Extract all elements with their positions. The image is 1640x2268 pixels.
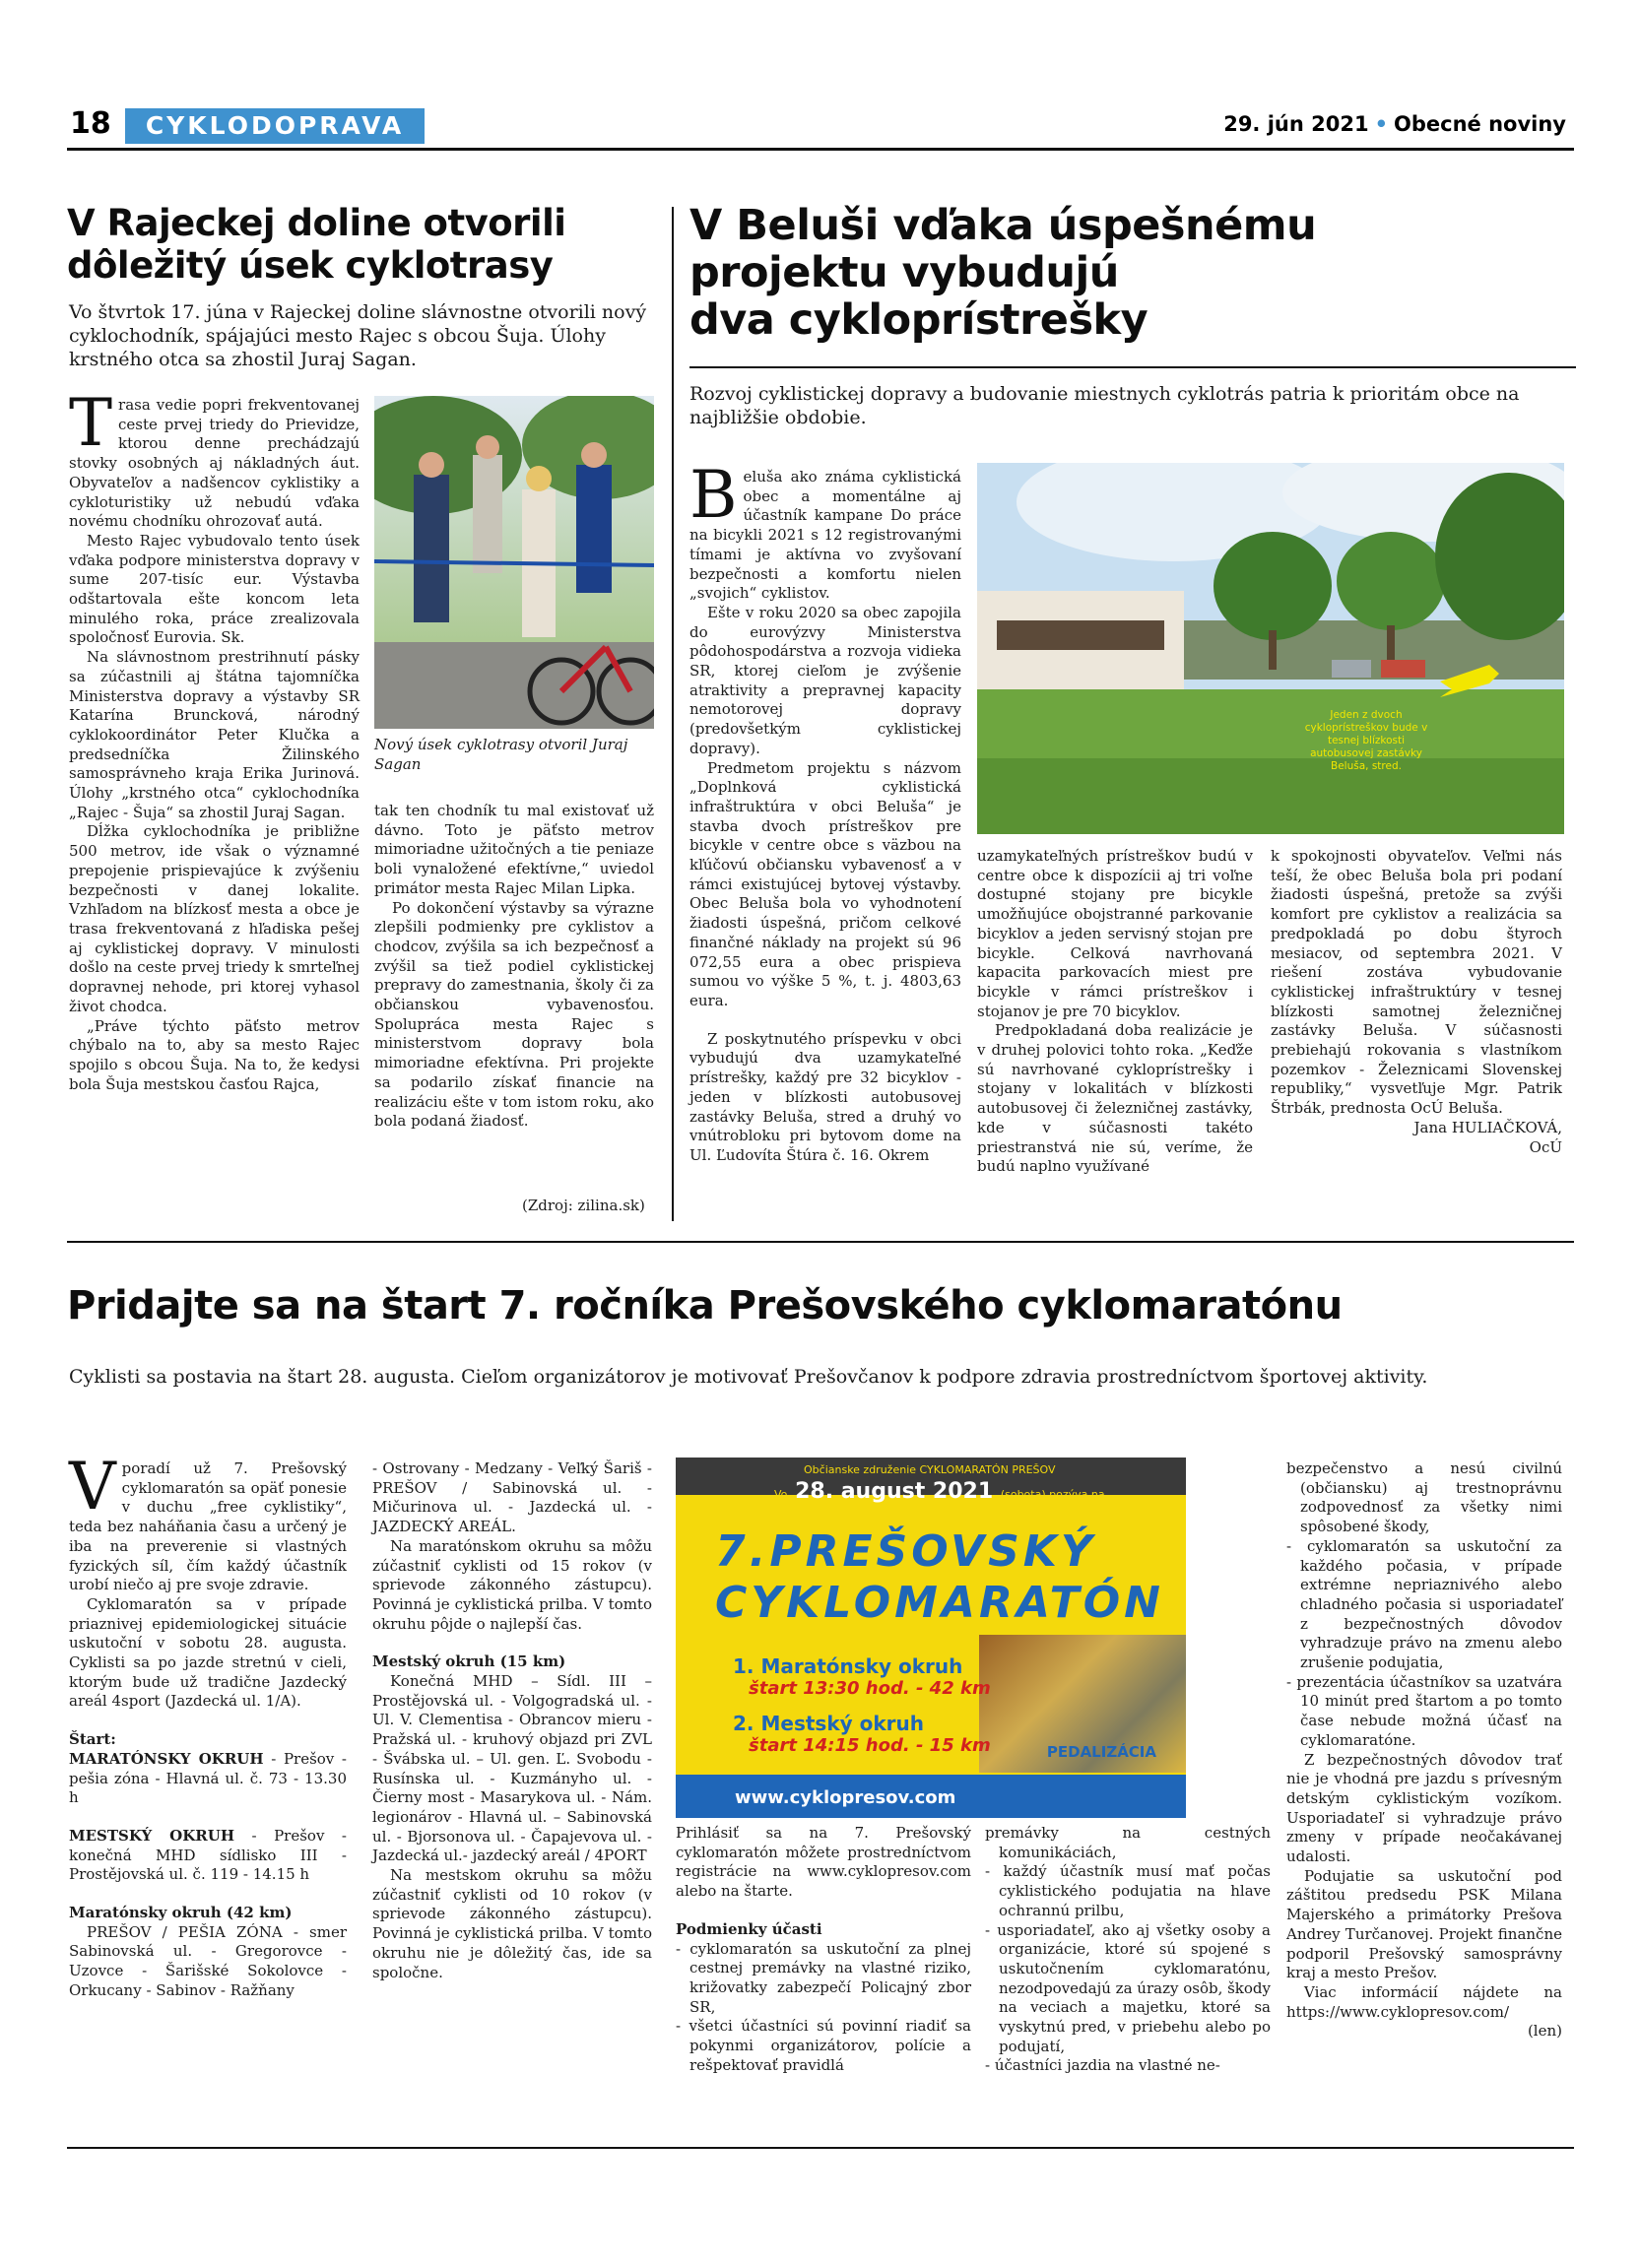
poster-title-line1: 7.PREŠOVSKÝ <box>715 1526 1096 1577</box>
photo-caption: Nový úsek cyklotrasy otvoril Juraj Sagan <box>374 736 628 773</box>
issue-info <box>1223 112 1566 136</box>
conditions-list-final: bezpečenstvo a nesú civilnú (občiansku) aj trestnoprávnu zodpovednosť za všetky nimi spôsobené škody, - cyklomaratón sa uskutoční za každého počasia, v prípade extrémne nepriaznivého alebo chladného počasia si usporiadateľ z bezpečnostných dôvodov vyhradzuje právo na zmenu alebo zrušenie podujatia, - prezentácia účastníkov sa uzatvára 10 minút pred štartom a po tomto čase nebude možná účasť na cyklomaratóne. <box>1286 1459 1562 1749</box>
article2-lead: Rozvoj cyklistickej dopravy a budovanie miestnych cyklotrás patria k prioritám obce na najbližšie obdobie. <box>689 383 1520 428</box>
poster-brand: PEDALIZÁCIA <box>1046 1743 1156 1761</box>
shelter-site-photo <box>977 463 1564 834</box>
poster-date: Vo 28. august 2021 (sobota) pozýva na <box>774 1479 1105 1504</box>
poster-organizer: Občianske združenie CYKLOMARATÓN PREŠOV <box>804 1463 1056 1476</box>
article3-title: Pridajte sa na štart 7. ročníka Prešovského cyklomaratónu <box>67 1283 1343 1328</box>
article2-column-2: uzamykateľných prístreškov budú v centre obce k dispozícii aj tri voľne dostupné stojany pre bicykle umožňujúce obojstranné parkovanie bicyklov a jeden servisný stojan pre bicykle. Celková navrhovaná kapacita parkovacích miest pre bicykle v rámci prístreškov i stojanov je pre 70 bicyklov. Predpokladaná doba realizácie je v druhej polovici tohto roka. „Keďže sú navrhované cykloprístrešky i stojany v lokalitách v blízkosti autobusovej či železničnej zastávky, kde v súčasnosti takéto priestranstvá nie sú, veríme, že budú naplno využívané <box>977 847 1253 1176</box>
poster-route-marathon: 1. Maratónsky okruh štart 13:30 hod. - 42 km <box>733 1654 991 1699</box>
article1-title: V Rajeckej doline otvorili dôležitý úsek cyklotrasy <box>67 202 566 287</box>
poster-route-city: 2. Mestský okruh štart 14:15 hod. - 15 km <box>733 1712 991 1756</box>
conditions-list: - cyklomaratón sa uskutoční za plnej cestnej premávky na vlastné riziko, križovatky zabezpečí Policajný zbor SR, - všetci účastníci sú povinní riadiť sa pokynmi organizátorov, polície a rešpektovať pravidlá <box>676 1939 971 2074</box>
photo-overlay-note: Jeden z dvoch cykloprístreškov bude v tesnej blízkosti autobusovej zastávky Beluša, stred. <box>1304 709 1428 772</box>
article3-column-1: Vporadí už 7. Prešovský cyklomaratón sa opäť ponesie v duchu „free cyklistiky“, teda bez naháňania času a určený je iba na preverenie si vlastných fyzických síl, čím každý účastník urobí niečo aj pre svoje zdravie. Cyklomaratón sa v prípade priaznivej epidemiologickej situácie uskutoční v sobotu 28. augusta. Cyklisti sa po jazde stretnú v cieli, ktorým bude už tradične Jazdecký areál 4sport (Jazdecká ul. 1/A). Štart: MARATÓNSKY OKRUH - Prešov - pešia zóna - Hlavná ul. č. 73 - 13.30 h MESTSKÝ OKRUH - Prešov - konečná MHD sídlisko III - Prostějovská ul. č. 119 - 14.15 h Maratónsky okruh (42 km) PREŠOV / PEŠIA ZÓNA - smer Sabinovská ul. - Gregorovce - Uzovce - Šarišské Sokolovce - Orkucany - Sabinov - Ražňany <box>69 1449 347 1999</box>
article2-rule <box>689 366 1576 368</box>
ribbon-cutting-photo <box>374 396 654 729</box>
article1-column-2: tak ten chodník tu mal existovať už dávno. Toto je päťsto metrov mimoriadne užitočných a tie peniaze boli vynaložené efektívne,“ uviedol primátor mesta Rajec Milan Lipka. Po dokončení výstavby sa výrazne zlepšili podmienky pre cyklistov a chodcov, zvýšila sa ich bezpečnosť a zvýšil sa tiež podiel cyklistickej prepravy do zamestnania, školy či za občianskou vybavenosťou. Spolupráca mesta Rajec s ministerstvom dopravy bola mimoriadne efektívna. Pri projekte sa podarilo získať financie na realizáciu ešte v tom istom roku, ako bola podaná žiadosť. <box>374 802 654 1131</box>
conditions-list-continued: premávky na cestných komunikáciách, - každý účastník musí mať počas cyklistického podujatia na hlave ochrannú prilbu, - usporiadateľ, ako aj všetky osoby a organizácie, ktoré sú spojené s uskutočnením cyklomaratónu, nezodpovedajú za úrazy osôb, škody na veciach a majetku, ktoré sa vyskytnú pred, v priebehu alebo po podujatí, - účastníci jazdia na vlastné ne- <box>985 1824 1272 2075</box>
article3-column-2: - Ostrovany - Medzany - Veľký Šariš - PREŠOV / Sabinovská ul. - Mičurinova ul. - Jazdecká ul. - JAZDECKÝ AREÁL. Na maratónskom okruhu sa môžu zúčastniť cyklisti od 15 rokov (v sprievode zákonného zástupcu). Povinná je cyklistická prilba. V tomto okruhu pôjde o najlepší čas. Mestský okruh (15 km) Konečná MHD – Sídl. III – Prostějovská ul. - Volgogradská ul. - Ul. V. Clementisa - Obrancov mieru - Pražská ul. - kruhový objazd pri ZVL - Švábska ul. – Ul. gen. Ľ. Svobodu - Rusínska ul. - Kuzmányho ul. - Čierny most - Masarykova ul. - Nám. legionárov - Hlavná ul. – Sabinovská ul. - Bjorsonova ul. - Čapajevova ul. - Jazdecká ul.- jazdecký areál / 4PORT Na mestskom okruhu sa môžu zúčastniť cyklisti od 10 rokov (v sprievode zákonného zástupcu). Povinná je cyklistická prilba. V tomto okruhu nie je dôležitý čas, ide sa spoločne. <box>372 1459 652 1981</box>
article3-dropcap: V <box>69 1449 116 1524</box>
article2-column-1: Beluša ako známa cyklistická obec a momentálne aj účastník kampane Do práce na bicykli 2021 s 12 registrovanými tímami je aktívna vo zvyšovaní bezpečnosti a komfortu nielen „svojich“ cyklistov. Ešte v roku 2020 sa obec zapojila do eurovýzvy Ministerstva pôdohospodárstva a rozvoja vidieka SR, ktorej cieľom je zvýšenie atraktivity a prepravnej kapacity nemotorovej dopravy (predovšetkým cyklistickej dopravy). Predmetom projektu s názvom „Doplnková cyklistická infraštruktúra v obci Beluša“ je stavba dvoch prístreškov pre bicykle v centre obce s väzbou na kľúčovú občiansku vybavenosť a v rámci existujúcej bytovej výstavby. Obec Beluša bola vo vyhodnotení žiadosti úspešná, pričom celkové finančné náklady na projekt sú 96 072,55 eura a obec prispieva sumou vo výške 5 %, t. j. 4803,63 eura. Z poskytnutého príspevku v obci vybudujú dva uzamykateľné prístrešky, každý pre 32 bicyklov - jeden v blízkosti autobusovej zastávky Beluša, stred a druhý vo vnútrobloku pri bytovom dome na Ul. Ľudovíta Štúra č. 16. Okrem <box>689 457 961 1164</box>
section-label: CYKLODOPRAVA <box>125 108 425 144</box>
column-divider <box>672 207 674 1221</box>
article3-column-5: bezpečenstvo a nesú civilnú (občiansku) aj trestnoprávnu zodpovednosť za všetky nimi spôsobené škody, - cyklomaratón sa uskutoční za každého počasia, v prípade extrémne nepriaznivého alebo chladného počasia si usporiadateľ z bezpečnostných dôvodov vyhradzuje právo na zmenu alebo zrušenie podujatia, - prezentácia účastníkov sa uzatvára 10 minút pred štartom a po tomto čase nebude možná účasť na cyklomaratóne. Z bezpečnostných dôvodov trať nie je vhodná pre jazdu s prívesným detským cyklistickým vozíkom. Usporiadateľ si vyhradzuje právo zmeny v prípade neočakávanej udalosti. Podujatie sa uskutoční pod záštitou predsedu PSK Milana Majerského a primátorky Prešova Andrey Turčanovej. Projekt finančne podporil Prešovský samosprávny kraj a mesto Prešov. Viac informácií nájdete na https://www.cyklopresov.com/ (len) <box>1286 1459 1562 2041</box>
ribbon-cutting-image <box>374 396 654 729</box>
article3-lead: Cyklisti sa postavia na štart 28. augusta. Cieľom organizátorov je motivovať Prešovčanov k podpore zdravia prostredníctvom športovej aktivity. <box>69 1366 1428 1388</box>
article2-title: V Beluši vďaka úspešnému projektu vybudujú dva cykloprístrešky <box>689 201 1317 345</box>
article3-signature: (len) <box>1527 2022 1562 2041</box>
separator-dot: • <box>1374 112 1389 136</box>
article2-author: Jana HULIAČKOVÁ, <box>1413 1118 1562 1136</box>
page-number: 18 <box>70 106 111 141</box>
poster-title-line2: CYKLOMARATÓN <box>715 1578 1164 1628</box>
issue-date: 29. jún 2021 <box>1223 112 1369 136</box>
article2-author-org: OcÚ <box>1529 1137 1562 1156</box>
cyclomarathon-poster <box>676 1458 1186 1818</box>
paper-name: Obecné noviny <box>1394 112 1566 136</box>
article1-lead: Vo štvrtok 17. júna v Rajeckej doline slávnostne otvorili nový cyklochodník, spájajúci mesto Rajec s obcou Šuja. Úlohy krstného otca sa zhostil Juraj Sagan. <box>69 301 647 370</box>
poster-bottom-bar <box>676 1775 1186 1818</box>
section-rule <box>67 1241 1574 1243</box>
article1-dropcap: T <box>69 385 113 461</box>
article1-column-1: Trasa vedie popri frekventovanej ceste prvej triedy do Prievidze, ktorou denne prechádzajú stovky osobných aj nákladných áut. Obyvateľov a nadšencov cyklistiky a cykloturistiky už nebudú vďaka novému chodníku ohrozovať autá. Mesto Rajec vybudovalo tento úsek vďaka podpore ministerstva dopravy v sume 207-tisíc eur. Výstavba odštartovala ešte koncom leta minulého roka, práce zrealizovala spoločnosť Eurovia. Sk. Na slávnostnom prestrihnutí pásky sa zúčastnili aj štátna tajomníčka Ministerstva dopravy a výstavby SR Katarína Bruncková, národný cyklokoordinátor Peter Klučka a predsedníčka Žilinského samosprávneho kraja Erika Jurinová. Úlohy „krstného otca“ cyklochodníka „Rajec - Šuja“ sa zhostil Juraj Sagan. Dĺžka cyklochodníka je približne 500 metrov, ide však o významné prepojenie prispievajúce k zvýšeniu bezpečnosti v danej lokalite. Vzhľadom na blízkosť mesta a obce je trasa frekventovaná z hľadiska pešej aj cyklistickej dopravy. V minulosti došlo na ceste prvej triedy k smrteľnej dopravnej nehode, pri ktorej vyhasol život chodca. „Práve týchto päťsto metrov chýbalo na to, aby sa mesto Rajec spojilo s obcou Šuja. Na to, že kedysi bola Šuja mestskou časťou Rajca, <box>69 385 360 1093</box>
poster-website: www.cyklopresov.com <box>735 1787 956 1808</box>
article2-column-3: k spokojnosti obyvateľov. Veľmi nás teší, že obec Beluša bola pri podaní žiadosti úspešná, pretože sa zvýši komfort pre cyklistov a realizácia sa predpokladá po dobu štyroch mesiacov, od septembra 2021. V riešení zostáva vybudovanie cyklistickej infraštruktúry v tesnej blízkosti samotnej železničnej zastávky Beluša. V súčasnosti prebiehajú rokovania s vlastníkom pozemkov - Železnicami Slovenskej republiky,“ vysvetľuje Mgr. Patrik Štrbák, prednosta OcÚ Beluša. Jana HULIAČKOVÁ, OcÚ <box>1271 847 1562 1156</box>
footer-rule <box>67 2147 1574 2149</box>
article3-column-3: Prihlásiť sa na 7. Prešovský cyklomaratón môžete prostredníctvom registrácie na www.cyklopresov.com alebo na štarte. Podmienky účasti - cyklomaratón sa uskutoční za plnej cestnej premávky na vlastné riziko, križovatky zabezpečí Policajný zbor SR, - všetci účastníci sú povinní riadiť sa pokynmi organizátorov, polície a rešpektovať pravidlá <box>676 1824 971 2074</box>
article3-column-4 <box>985 1824 1271 2076</box>
shelter-site-image <box>977 463 1564 834</box>
article2-dropcap: B <box>689 457 738 533</box>
article1-source: (Zdroj: zilina.sk) <box>522 1197 645 1214</box>
header-rule <box>67 148 1574 151</box>
